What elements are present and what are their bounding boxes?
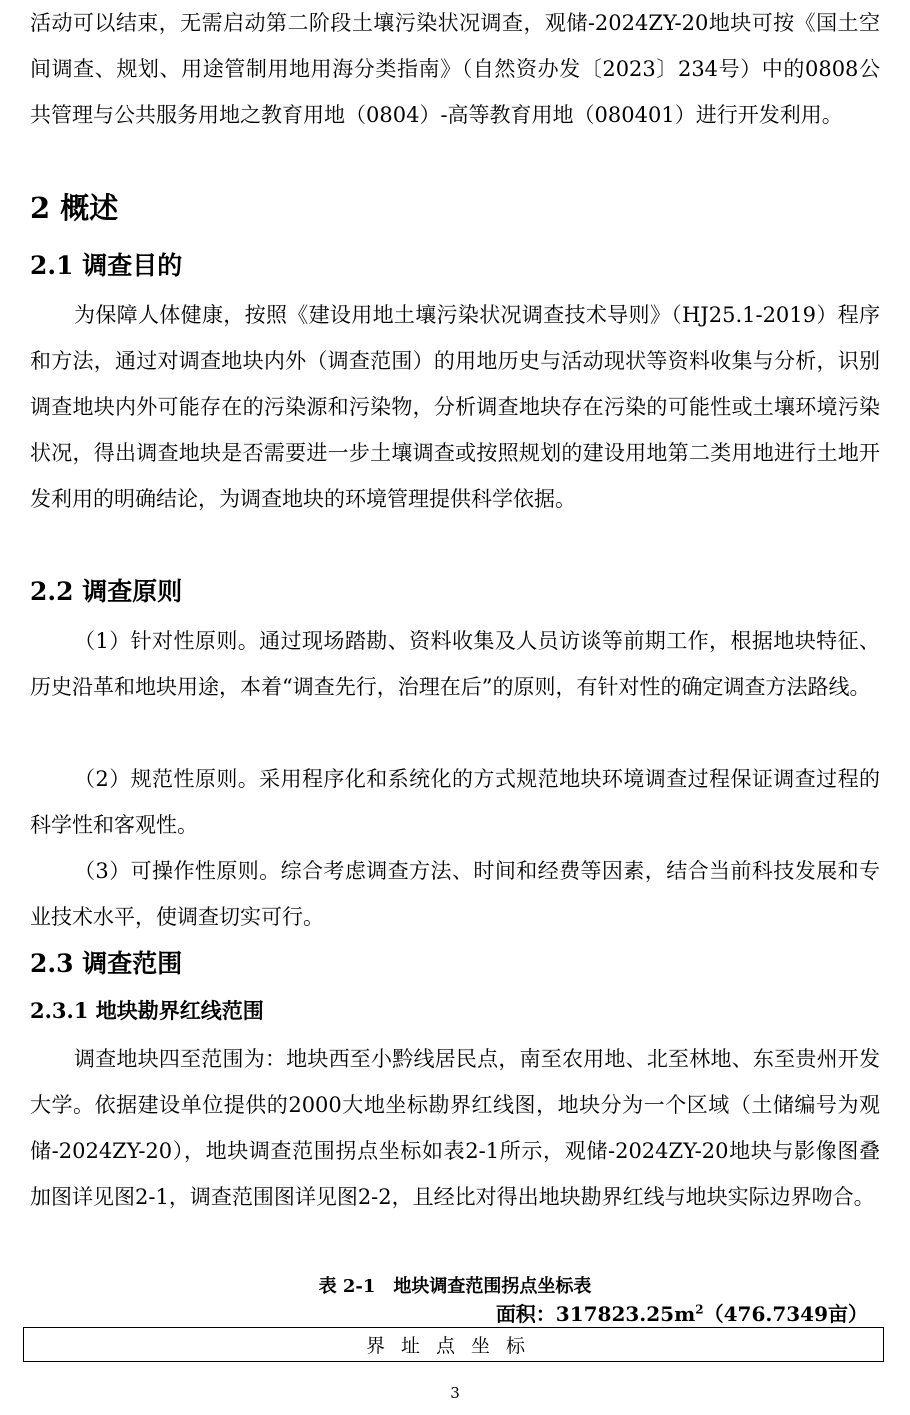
principle-2-paragraph: （2）规范性原则。采用程序化和系统化的方式规范地块环境调查过程保证调查过程的科学性和客观性。 <box>30 767 880 837</box>
section-2-3-1-heading: 2.3.1 地块勘界红线范围 <box>30 998 264 1023</box>
page-number: 3 <box>450 1384 460 1402</box>
area-suffix: （476.7349亩） <box>703 1302 868 1326</box>
coordinates-table <box>23 1327 884 1362</box>
table-header-cell: 界址点坐标 <box>24 1328 884 1362</box>
area-prefix: 面积：317823.25m <box>495 1302 696 1326</box>
section-2-heading: 2 概述 <box>30 191 119 225</box>
area-superscript: 2 <box>695 1302 704 1317</box>
section-2-3-1-paragraph: 调查地块四至范围为：地块西至小黔线居民点，南至农用地、北至林地、东至贵州开发大学。依据建设单位提供的2000大地坐标勘界红线图，地块分为一个区域（土储编号为观储-2024ZY-20），地块调查范围拐点坐标如表2-1所示，观储-2024ZY-20地块与影像图叠加图详见图2-1，调查范围图详见图2-2，且经比对得出地块勘界红线与地块实际边界吻合。 <box>30 1047 880 1209</box>
table-header-row <box>24 1328 884 1362</box>
section-2-1-paragraph: 为保障人体健康，按照《建设用地土壤污染状况调查技术导则》（HJ25.1-2019）程序和方法，通过对调查地块内外（调查范围）的用地历史与活动现状等资料收集与分析，识别调查地块内外可能存在的污染源和污染物，分析调查地块存在污染的可能性或土壤环境污染状况，得出调查地块是否需要进一步土壤调查或按照规划的建设用地第二类用地进行土地开发利用的明确结论，为调查地块的环境管理提供科学依据。 <box>30 303 880 511</box>
section-2-1-heading: 2.1 调查目的 <box>30 251 183 280</box>
intro-paragraph: 活动可以结束，无需启动第二阶段土壤污染状况调查，观储-2024ZY-20地块可按《国土空间调查、规划、用途管制用地用海分类指南》（自然资办发〔2023〕234号）中的0808公共管理与公共服务用地之教育用地（0804）-高等教育用地（080401）进行开发利用。 <box>30 11 880 127</box>
area-label <box>496 1298 868 1327</box>
section-2-3-heading: 2.3 调查范围 <box>30 949 183 978</box>
table-caption: 表 2-1 地块调查范围拐点坐标表 <box>318 1276 592 1297</box>
section-2-2-heading: 2.2 调查原则 <box>30 577 183 606</box>
principle-3-paragraph: （3）可操作性原则。综合考虑调查方法、时间和经费等因素，结合当前科技发展和专业技术水平，使调查切实可行。 <box>30 859 880 929</box>
principle-1-paragraph: （1）针对性原则。通过现场踏勘、资料收集及人员访谈等前期工作，根据地块特征、历史沿革和地块用途，本着“调查先行，治理在后”的原则，有针对性的确定调查方法路线。 <box>30 629 880 699</box>
